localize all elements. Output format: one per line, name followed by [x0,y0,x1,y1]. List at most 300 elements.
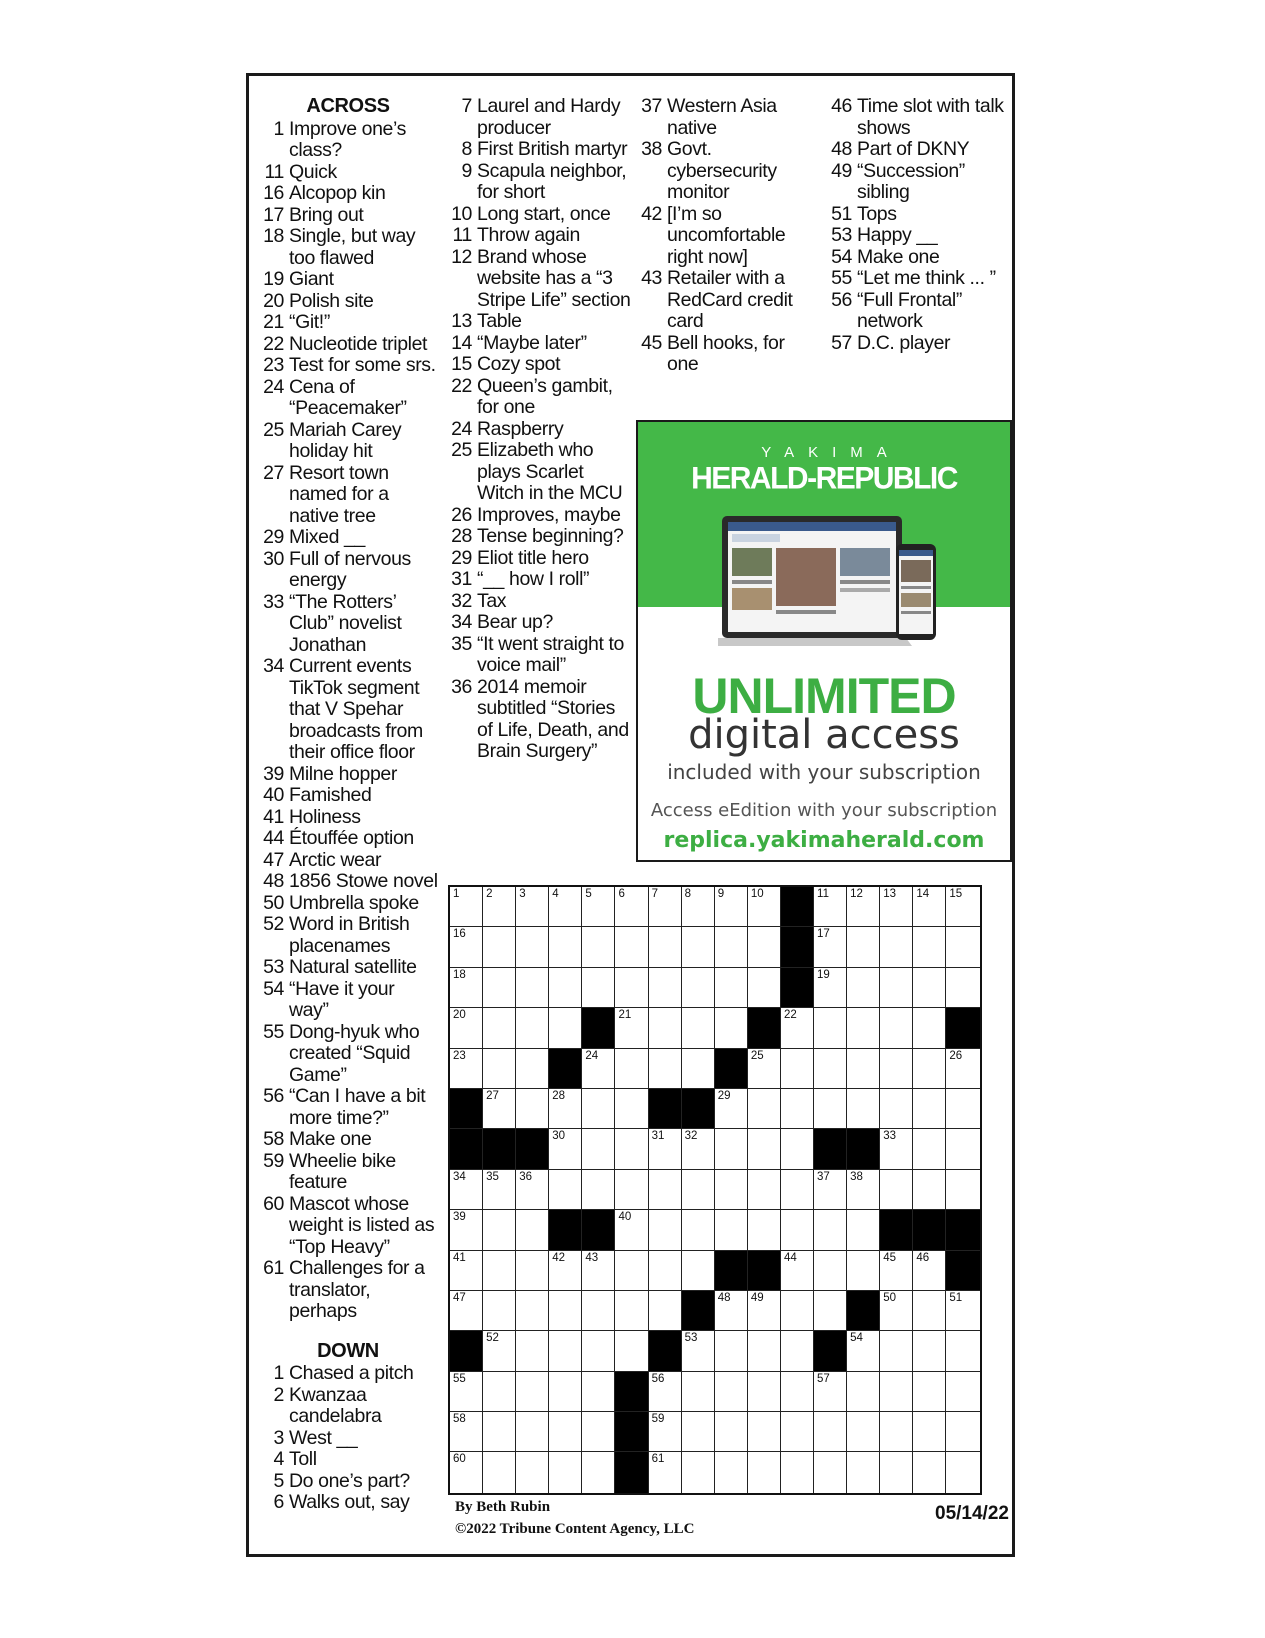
grid-cell[interactable] [847,1331,880,1371]
clue-item[interactable] [826,290,1016,333]
grid-cell[interactable] [880,1251,913,1291]
clue-text: Resort town named for a native tree [289,461,389,527]
grid-cell[interactable] [880,1089,913,1129]
grid-cell-number: 34 [453,1170,466,1183]
grid-cell[interactable] [682,1251,715,1291]
clue-item[interactable] [258,764,438,786]
grid-cell[interactable] [715,1129,748,1169]
grid-cell[interactable] [781,1452,814,1492]
grid-cell-number: 7 [651,888,658,900]
grid-cell[interactable] [582,1331,615,1371]
grid-block [682,1291,715,1331]
clue-item[interactable] [258,355,438,377]
grid-cell[interactable] [615,1089,648,1129]
grid-cell[interactable] [715,1170,748,1210]
grid-cell[interactable] [946,1452,979,1492]
grid-cell[interactable] [880,1049,913,1089]
grid-cell[interactable] [582,887,615,927]
grid-cell[interactable] [483,968,516,1008]
grid-cell[interactable] [516,1210,549,1250]
grid-cell[interactable] [913,1170,946,1210]
grid-cell[interactable] [483,1210,516,1250]
grid-cell[interactable] [516,1412,549,1452]
clue-item[interactable] [258,828,438,850]
clue-item[interactable] [258,291,438,313]
grid-cell[interactable] [880,887,913,927]
grid-cell[interactable] [549,1372,582,1412]
grid-cell[interactable] [649,1251,682,1291]
grid-cell[interactable] [549,1129,582,1169]
clue-item[interactable] [258,334,438,356]
clue-item[interactable] [258,1449,438,1471]
grid-cell[interactable] [549,1170,582,1210]
grid-cell[interactable] [615,1331,648,1371]
grid-cell[interactable] [781,1412,814,1452]
clue-item[interactable] [258,850,438,872]
grid-cell[interactable] [814,1089,847,1129]
grid-cell[interactable] [847,968,880,1008]
clue-number: 6 [273,1491,284,1513]
grid-cell[interactable] [582,1372,615,1412]
grid-cell[interactable] [946,1089,979,1129]
clue-item[interactable] [258,893,438,915]
grid-cell[interactable] [549,1452,582,1492]
grid-cell[interactable] [516,1170,549,1210]
grid-cell[interactable] [615,1291,648,1331]
grid-cell[interactable] [450,1049,483,1089]
grid-cell[interactable] [682,1170,715,1210]
grid-cell[interactable] [450,1251,483,1291]
grid-cell[interactable] [913,1089,946,1129]
clue-item[interactable] [446,526,634,548]
grid-cell[interactable] [483,1372,516,1412]
clue-item[interactable] [258,807,438,829]
grid-cell-number: 13 [883,888,897,900]
grid-cell[interactable] [483,1452,516,1492]
grid-cell[interactable] [649,927,682,967]
clue-item[interactable] [446,139,634,161]
grid-cell[interactable] [615,1049,648,1089]
clue-item[interactable] [258,205,438,227]
grid-cell[interactable] [946,1049,979,1089]
grid-cell[interactable] [582,1089,615,1129]
grid-cell[interactable] [847,1170,880,1210]
across-heading: ACROSS [306,95,390,117]
clue-item[interactable] [446,440,634,505]
grid-cell[interactable] [847,1008,880,1048]
clue-item[interactable] [446,612,634,634]
grid-cell[interactable] [549,968,582,1008]
grid-cell[interactable] [516,927,549,967]
grid-cell[interactable] [715,1089,748,1129]
grid-cell[interactable] [615,1170,648,1210]
grid-cell[interactable] [715,887,748,927]
grid-cell[interactable] [781,1291,814,1331]
clue-item[interactable] [258,463,438,528]
grid-cell[interactable] [549,1291,582,1331]
clue-item[interactable] [446,204,634,226]
grid-cell[interactable] [913,1412,946,1452]
clue-item[interactable] [258,1471,438,1493]
grid-cell[interactable] [615,1008,648,1048]
grid-cell[interactable] [913,927,946,967]
grid-cell[interactable] [649,1008,682,1048]
clue-item[interactable] [258,957,438,979]
grid-cell[interactable] [946,1412,979,1452]
grid-cell[interactable] [682,1331,715,1371]
clue-item[interactable] [258,1022,438,1087]
grid-cell[interactable] [946,1331,979,1371]
grid-cell[interactable] [781,1089,814,1129]
clue-item[interactable] [258,312,438,334]
grid-cell[interactable] [715,927,748,967]
grid-cell[interactable] [615,1210,648,1250]
grid-cell[interactable] [847,1412,880,1452]
grid-cell[interactable] [615,1129,648,1169]
clue-item[interactable] [446,96,634,139]
grid-cell[interactable] [913,1251,946,1291]
clue-item[interactable] [258,1258,438,1323]
grid-cell[interactable] [748,1089,781,1129]
grid-cell[interactable] [549,927,582,967]
grid-cell-number: 29 [717,1089,731,1102]
grid-cell[interactable] [483,1291,516,1331]
grid-cell[interactable] [516,1251,549,1291]
grid-cell[interactable] [649,1170,682,1210]
grid-cell[interactable] [748,1049,781,1089]
clue-item[interactable] [446,505,634,527]
grid-cell[interactable] [649,968,682,1008]
grid-cell[interactable] [814,1372,847,1412]
grid-cell[interactable] [814,968,847,1008]
grid-cell[interactable] [913,968,946,1008]
grid-cell[interactable] [450,1170,483,1210]
grid-cell[interactable] [814,1210,847,1250]
clue-item[interactable] [636,268,816,333]
clue-item[interactable] [636,96,816,139]
advertisement[interactable] [636,420,1012,862]
grid-cell[interactable] [682,1210,715,1250]
grid-cell[interactable] [748,1291,781,1331]
grid-cell[interactable] [483,1170,516,1210]
grid-cell[interactable] [748,1129,781,1169]
grid-cell[interactable] [649,1291,682,1331]
grid-cell[interactable] [814,1008,847,1048]
grid-cell[interactable] [682,927,715,967]
clue-item[interactable] [258,162,438,184]
grid-cell[interactable] [781,1251,814,1291]
grid-cell[interactable] [781,1372,814,1412]
grid-cell[interactable] [715,1008,748,1048]
grid-cell[interactable] [946,927,979,967]
grid-cell[interactable] [880,1129,913,1169]
grid-cell[interactable] [682,1008,715,1048]
clue-item[interactable] [636,333,816,376]
grid-cell[interactable] [483,1049,516,1089]
grid-cell[interactable] [450,968,483,1008]
grid-cell[interactable] [450,927,483,967]
clue-item[interactable] [258,269,438,291]
grid-cell[interactable] [781,1170,814,1210]
grid-cell[interactable] [649,1129,682,1169]
clue-item[interactable] [258,226,438,269]
grid-cell[interactable] [847,1210,880,1250]
grid-cell[interactable] [748,1372,781,1412]
grid-block [814,1331,847,1371]
clue-item[interactable] [446,161,634,204]
grid-cell[interactable] [880,968,913,1008]
grid-cell[interactable] [814,1251,847,1291]
grid-cell[interactable] [450,1210,483,1250]
clue-item[interactable] [636,204,816,269]
grid-cell[interactable] [781,1331,814,1371]
grid-cell[interactable] [880,1331,913,1371]
grid-cell[interactable] [715,968,748,1008]
grid-cell[interactable] [880,1008,913,1048]
grid-cell[interactable] [847,1049,880,1089]
grid-block [946,1210,979,1250]
grid-cell[interactable] [582,1129,615,1169]
grid-cell[interactable] [847,1452,880,1492]
grid-cell[interactable] [781,1129,814,1169]
grid-cell[interactable] [682,1129,715,1169]
grid-cell[interactable] [814,1412,847,1452]
clue-item[interactable] [258,592,438,657]
ad-url-link[interactable]: replica.yakimaherald.com [663,828,985,853]
grid-cell[interactable] [946,1129,979,1169]
grid-cell[interactable] [582,968,615,1008]
clue-item[interactable] [826,139,1016,161]
clue-item[interactable] [446,677,634,763]
clue-item[interactable] [446,354,634,376]
grid-cell[interactable] [483,1251,516,1291]
grid-cell[interactable] [913,887,946,927]
grid-cell[interactable] [913,1049,946,1089]
grid-cell[interactable] [483,1008,516,1048]
grid-cell[interactable] [715,1452,748,1492]
grid-cell[interactable] [913,1372,946,1412]
clue-item[interactable] [258,420,438,463]
grid-cell[interactable] [516,1291,549,1331]
grid-cell[interactable] [649,887,682,927]
clue-item[interactable] [258,1194,438,1259]
grid-cell[interactable] [748,1210,781,1250]
grid-cell[interactable] [582,927,615,967]
grid-cell[interactable] [880,1170,913,1210]
clue-item[interactable] [446,591,634,613]
clue-item[interactable] [258,979,438,1022]
grid-cell[interactable] [715,1331,748,1371]
grid-cell[interactable] [682,1049,715,1089]
crossword-grid[interactable] [448,885,982,1495]
grid-cell[interactable] [615,1251,648,1291]
grid-cell[interactable] [582,1452,615,1492]
grid-cell[interactable] [516,968,549,1008]
grid-cell[interactable] [549,1251,582,1291]
grid-cell[interactable] [615,927,648,967]
clue-item[interactable] [258,1492,438,1514]
clue-item[interactable] [446,225,634,247]
grid-cell[interactable] [483,1331,516,1371]
grid-cell[interactable] [880,1291,913,1331]
grid-cell[interactable] [715,1372,748,1412]
grid-cell[interactable] [748,968,781,1008]
clue-item[interactable] [258,1129,438,1151]
grid-cell[interactable] [913,1008,946,1048]
grid-cell[interactable] [549,887,582,927]
clue-number: 55 [263,1020,284,1043]
grid-cell[interactable] [549,1331,582,1371]
grid-cell[interactable] [715,1210,748,1250]
grid-cell[interactable] [946,968,979,1008]
clue-item[interactable] [826,96,1016,139]
grid-cell[interactable] [847,927,880,967]
grid-cell[interactable] [516,1452,549,1492]
grid-cell[interactable] [814,887,847,927]
grid-cell[interactable] [946,1291,979,1331]
grid-cell[interactable] [748,1170,781,1210]
clue-item[interactable] [258,1086,438,1129]
grid-cell[interactable] [582,1251,615,1291]
grid-cell[interactable] [748,1331,781,1371]
grid-cell[interactable] [516,1089,549,1129]
grid-cell[interactable] [682,887,715,927]
grid-cell[interactable] [814,1452,847,1492]
grid-cell[interactable] [549,1412,582,1452]
grid-cell[interactable] [913,1291,946,1331]
grid-cell[interactable] [483,887,516,927]
clue-item[interactable] [826,204,1016,226]
grid-cell[interactable] [615,968,648,1008]
grid-cell[interactable] [516,1331,549,1371]
grid-cell[interactable] [682,1412,715,1452]
grid-cell[interactable] [483,927,516,967]
grid-cell[interactable] [715,1412,748,1452]
grid-cell[interactable] [450,1372,483,1412]
clue-item[interactable] [636,139,816,204]
grid-cell[interactable] [913,1129,946,1169]
clue-number: 14 [451,331,472,354]
grid-cell[interactable] [649,1372,682,1412]
clue-item[interactable] [826,247,1016,269]
grid-cell[interactable] [516,887,549,927]
clue-text: Do one’s part? [289,1469,410,1492]
grid-cell[interactable] [880,927,913,967]
grid-cell[interactable] [649,1412,682,1452]
grid-cell[interactable] [781,1008,814,1048]
clue-item[interactable] [258,377,438,420]
grid-cell[interactable] [582,1170,615,1210]
clue-item[interactable] [446,376,634,419]
grid-cell[interactable] [483,1089,516,1129]
clue-item[interactable] [258,1151,438,1194]
grid-cell[interactable] [682,1452,715,1492]
clue-item[interactable] [826,333,1016,355]
grid-cell[interactable] [450,1008,483,1048]
grid-cell[interactable] [880,1372,913,1412]
clue-item[interactable] [826,268,1016,290]
grid-cell[interactable] [814,1049,847,1089]
grid-cell[interactable] [814,927,847,967]
grid-cell[interactable] [781,1049,814,1089]
clue-item[interactable] [258,914,438,957]
clue-item[interactable] [258,1363,438,1385]
grid-cell[interactable] [516,1372,549,1412]
grid-block [847,1291,880,1331]
grid-cell[interactable] [847,1372,880,1412]
clue-item[interactable] [258,119,438,162]
grid-cell[interactable] [715,1291,748,1331]
clue-item[interactable] [258,656,438,764]
grid-cell[interactable] [582,1412,615,1452]
grid-cell[interactable] [748,1412,781,1452]
grid-cell[interactable] [649,1049,682,1089]
clue-item[interactable] [258,549,438,592]
grid-cell[interactable] [682,1372,715,1412]
clue-item[interactable] [446,634,634,677]
clue-item[interactable] [446,311,634,333]
grid-cell[interactable] [847,1251,880,1291]
grid-cell[interactable] [814,1170,847,1210]
clue-item[interactable] [446,333,634,355]
grid-cell[interactable] [450,1291,483,1331]
grid-cell[interactable] [582,1291,615,1331]
clue-item[interactable] [258,1428,438,1450]
clue-item[interactable] [826,161,1016,204]
grid-cell[interactable] [450,1452,483,1492]
clue-item[interactable] [446,569,634,591]
clue-item[interactable] [446,419,634,441]
grid-cell[interactable] [649,1210,682,1250]
grid-cell[interactable] [748,887,781,927]
grid-cell[interactable] [549,1008,582,1048]
grid-cell[interactable] [913,1452,946,1492]
grid-cell[interactable] [582,1049,615,1089]
grid-cell[interactable] [847,887,880,927]
clue-item[interactable] [258,785,438,807]
grid-cell[interactable] [615,887,648,927]
grid-block [649,1331,682,1371]
grid-cell[interactable] [748,1452,781,1492]
grid-cell[interactable] [450,887,483,927]
grid-cell[interactable] [880,1412,913,1452]
grid-cell[interactable] [847,1089,880,1129]
grid-cell[interactable] [516,1049,549,1089]
clue-item[interactable] [258,871,438,893]
clue-item[interactable] [258,1385,438,1428]
grid-cell[interactable] [649,1452,682,1492]
grid-cell[interactable] [913,1331,946,1371]
clue-item[interactable] [446,548,634,570]
grid-cell[interactable] [781,1210,814,1250]
clue-item[interactable] [258,183,438,205]
grid-cell[interactable] [748,927,781,967]
clue-item[interactable] [258,527,438,549]
grid-cell[interactable] [483,1412,516,1452]
grid-cell[interactable] [549,1089,582,1129]
grid-cell[interactable] [682,968,715,1008]
grid-cell[interactable] [946,1372,979,1412]
grid-cell[interactable] [880,1452,913,1492]
grid-cell[interactable] [946,1170,979,1210]
clue-item[interactable] [446,247,634,312]
grid-cell[interactable] [946,887,979,927]
grid-cell[interactable] [516,1008,549,1048]
grid-cell[interactable] [814,1291,847,1331]
clue-item[interactable] [826,225,1016,247]
clue-number: 5 [273,1469,284,1492]
grid-cell[interactable] [450,1412,483,1452]
